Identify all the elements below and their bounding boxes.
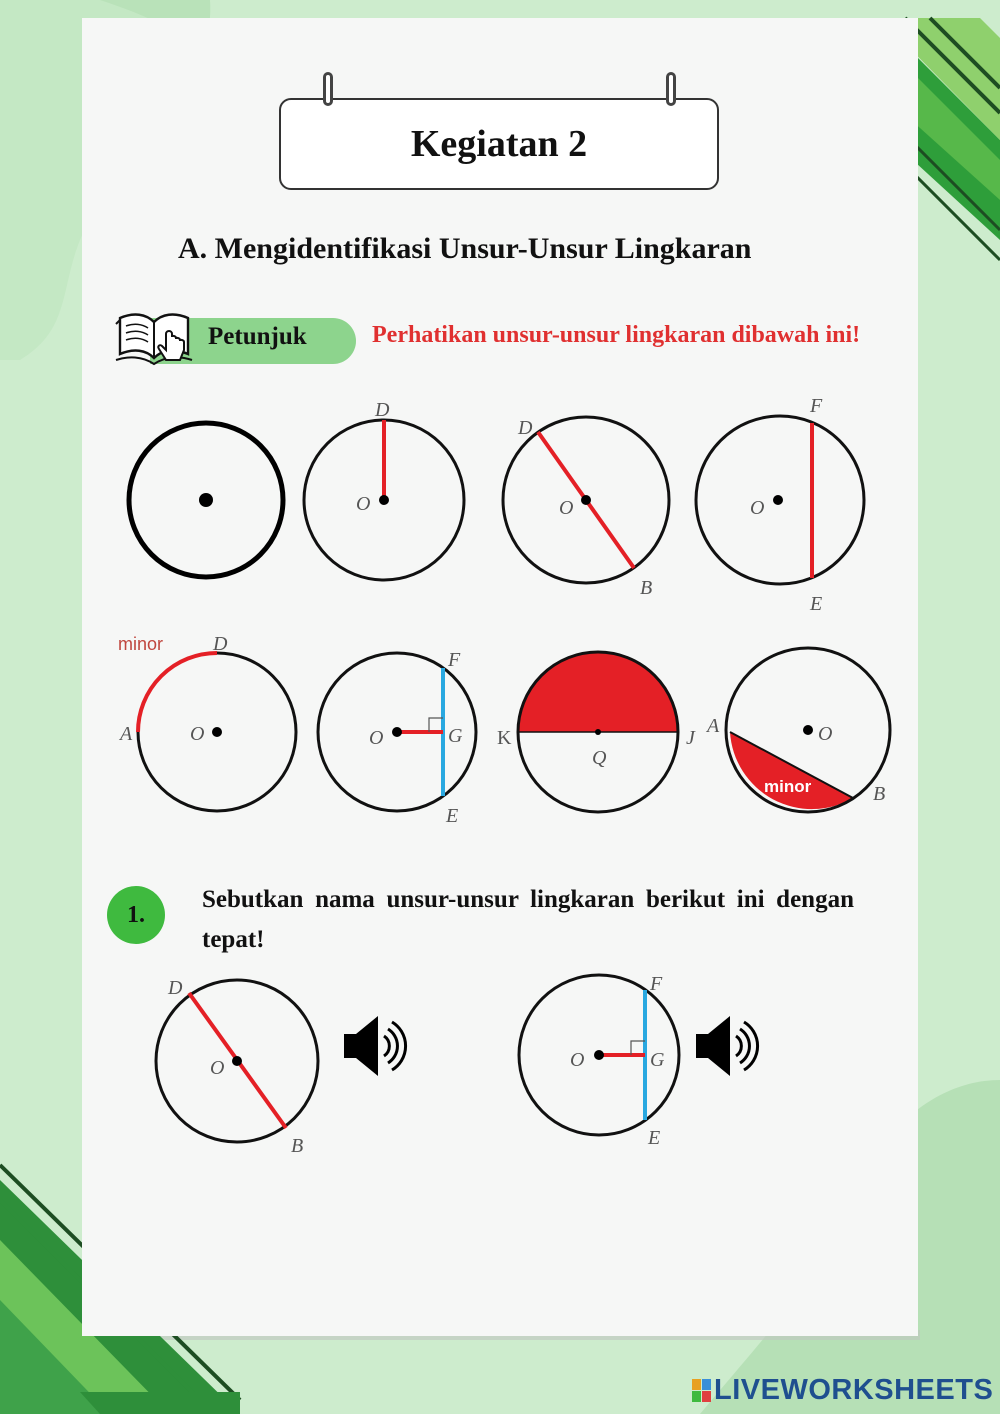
brand-name: LIVEWORKSHEETS xyxy=(714,1374,994,1406)
section-title: A. Mengidentifikasi Unsur-Unsur Lingkaran xyxy=(178,232,752,265)
arc-diagram xyxy=(118,633,296,811)
arc-label-minor: minor xyxy=(118,634,164,654)
arc-label-d: D xyxy=(213,633,228,655)
radius-label-d: D xyxy=(375,399,390,421)
chord-diagram xyxy=(696,395,864,615)
arc-label-o: O xyxy=(190,723,205,745)
semicircle-label-j: J xyxy=(686,727,695,749)
audio-button-1[interactable] xyxy=(340,1012,414,1080)
diagram-row-2 xyxy=(110,630,900,830)
q1-label-d: D xyxy=(168,977,183,999)
arc-label-a: A xyxy=(120,723,133,745)
semicircle-label-k: K xyxy=(497,727,512,749)
segment-label-a: A xyxy=(707,715,720,737)
q1-label-b: B xyxy=(291,1135,304,1157)
chord-label-f: F xyxy=(810,395,823,417)
question-diagram-diameter xyxy=(140,970,340,1160)
page-title: Kegiatan 2 xyxy=(410,123,588,165)
speaker-icon xyxy=(696,1016,758,1076)
radius-label-o: O xyxy=(356,493,371,515)
q2-label-e: E xyxy=(648,1127,661,1149)
chord-label-e: E xyxy=(810,593,823,615)
circle-diagram xyxy=(129,423,283,577)
diameter-diagram xyxy=(503,417,669,599)
question-number-badge: 1. xyxy=(107,886,165,944)
speaker-icon xyxy=(344,1016,406,1076)
q2-label-g: G xyxy=(650,1049,665,1071)
apothem-label-o: O xyxy=(369,727,384,749)
q2-label-o: O xyxy=(570,1049,585,1071)
instruction-text: Perhatikan unsur-unsur lingkaran dibawah ini! xyxy=(372,322,861,348)
apothem-label-f: F xyxy=(448,649,461,671)
binder-ring-left xyxy=(323,72,333,106)
question-diagram-apothem xyxy=(500,970,700,1160)
diameter-label-o: O xyxy=(559,497,574,519)
diameter-label-b: B xyxy=(640,577,653,599)
q1-label-o: O xyxy=(210,1057,225,1079)
liveworksheets-logo xyxy=(692,1374,993,1407)
binder-ring-right xyxy=(666,72,676,106)
liveworksheets-mark-icon xyxy=(692,1379,711,1402)
q2-label-f: F xyxy=(650,973,663,995)
book-pointer-icon xyxy=(114,306,194,368)
segment-diagram xyxy=(705,648,890,812)
radius-diagram xyxy=(304,399,464,580)
segment-label-minor: minor xyxy=(764,777,812,796)
semicircle-diagram xyxy=(497,652,696,812)
chord-label-o: O xyxy=(750,497,765,519)
apothem-label-e: E xyxy=(446,805,459,827)
segment-label-o: O xyxy=(818,723,833,745)
diagram-row-1 xyxy=(110,390,900,620)
title-card xyxy=(279,98,719,190)
diameter-label-d: D xyxy=(518,417,533,439)
petunjuk-label: Petunjuk xyxy=(208,323,307,350)
apothem-label-g: G xyxy=(448,725,463,747)
semicircle-label-q: Q xyxy=(592,747,607,769)
audio-button-2[interactable] xyxy=(692,1012,766,1080)
apothem-diagram xyxy=(318,649,476,827)
segment-label-b: B xyxy=(873,783,886,805)
question-text: Sebutkan nama unsur-unsur lingkaran berikut ini dengan tepat! xyxy=(202,886,854,953)
